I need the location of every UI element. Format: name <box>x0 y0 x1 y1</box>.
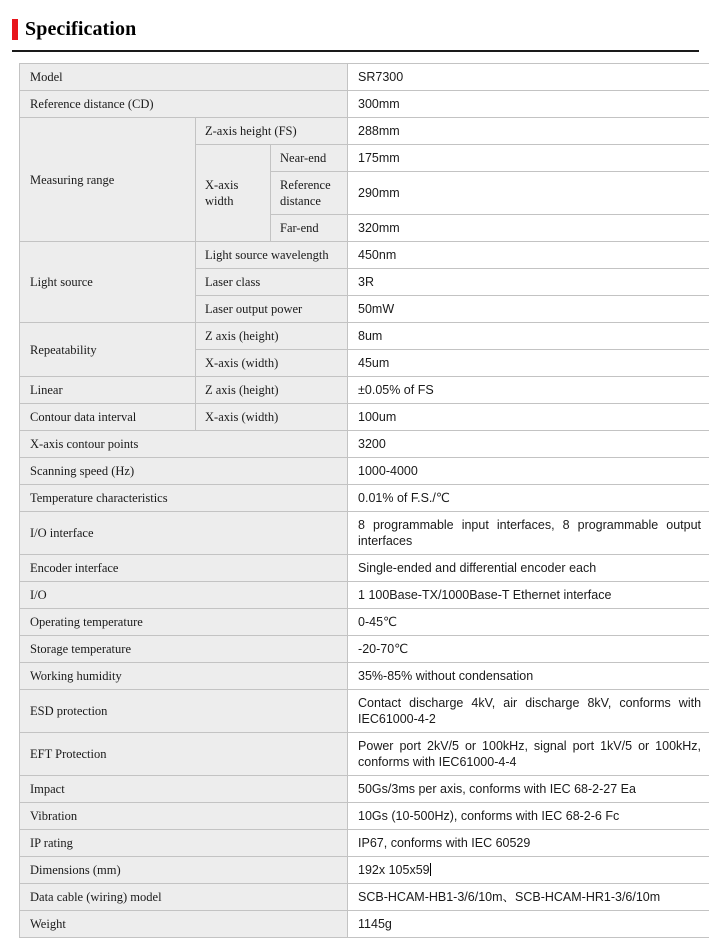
spec-value-impact: 50Gs/3ms per axis, conforms with IEC 68-2-27 Ea <box>348 776 709 803</box>
table-row <box>20 776 709 803</box>
page-title <box>12 0 700 46</box>
spec-label-laser-output-power: Laser output power <box>196 296 348 323</box>
spec-value-operating-temperature: 0-45℃ <box>348 609 709 636</box>
spec-label-model: Model <box>20 64 348 91</box>
specification-table <box>19 63 709 938</box>
spec-sublabel-contour-data-interval: X-axis (width) <box>196 404 348 431</box>
spec-label-dimensions: Dimensions (mm) <box>20 857 348 884</box>
spec-value-scanning-speed: 1000-4000 <box>348 458 709 485</box>
spec-label-z-axis-height-fs: Z-axis height (FS) <box>196 118 348 145</box>
spec-value-reference-distance: 300mm <box>348 91 709 118</box>
spec-label-measuring-range: Measuring range <box>20 118 196 242</box>
spec-value-repeatability-x: 45um <box>348 350 709 377</box>
table-row <box>20 64 709 91</box>
spec-label-impact: Impact <box>20 776 348 803</box>
table-row <box>20 663 709 690</box>
spec-value-near-end: 175mm <box>348 145 709 172</box>
spec-label-repeatability-z: Z axis (height) <box>196 323 348 350</box>
table-row <box>20 609 709 636</box>
table-row <box>20 830 709 857</box>
spec-value-encoder-interface: Single-ended and differential encoder each <box>348 555 709 582</box>
spec-value-esd-protection: Contact discharge 4kV, air discharge 8kV, conforms with IEC61000-4-2 <box>348 690 709 733</box>
table-row <box>20 857 709 884</box>
spec-label-data-cable-model: Data cable (wiring) model <box>20 884 348 911</box>
table-row <box>20 636 709 663</box>
text-cursor <box>430 863 431 876</box>
spec-value-vibration: 10Gs (10-500Hz), conforms with IEC 68-2-6 Fc <box>348 803 709 830</box>
spec-value-contour-data-interval: 100um <box>348 404 709 431</box>
spec-label-storage-temperature: Storage temperature <box>20 636 348 663</box>
table-row <box>20 555 709 582</box>
table-row <box>20 485 709 512</box>
spec-label-io: I/O <box>20 582 348 609</box>
spec-value-weight: 1145g <box>348 911 709 938</box>
spec-label-light-source-wavelength: Light source wavelength <box>196 242 348 269</box>
table-row <box>20 733 709 776</box>
table-row <box>20 911 709 938</box>
spec-value-storage-temperature: -20-70℃ <box>348 636 709 663</box>
spec-label-reference-distance: Reference distance (CD) <box>20 91 348 118</box>
spec-value-eft-protection: Power port 2kV/5 or 100kHz, signal port 1kV/5 or 100kHz, conforms with IEC61000-4-4 <box>348 733 709 776</box>
spec-label-esd-protection: ESD protection <box>20 690 348 733</box>
spec-value-light-source-wavelength: 450nm <box>348 242 709 269</box>
spec-value-working-humidity: 35%-85% without condensation <box>348 663 709 690</box>
spec-label-temperature-characteristics: Temperature characteristics <box>20 485 348 512</box>
spec-value-dimensions: 192x 105x59 <box>358 863 430 877</box>
spec-label-near-end: Near-end <box>271 145 348 172</box>
spec-value-ip-rating: IP67, conforms with IEC 60529 <box>348 830 709 857</box>
spec-label-io-interface: I/O interface <box>20 512 348 555</box>
spec-value-z-axis-height-fs: 288mm <box>348 118 709 145</box>
spec-label-repeatability-x: X-axis (width) <box>196 350 348 377</box>
table-row <box>20 803 709 830</box>
spec-label-scanning-speed: Scanning speed (Hz) <box>20 458 348 485</box>
spec-label-x-axis-width: X-axis width <box>196 145 271 242</box>
spec-label-eft-protection: EFT Protection <box>20 733 348 776</box>
table-row <box>20 323 709 350</box>
spec-label-reference-distance-sub: Reference distance <box>271 172 348 215</box>
table-row <box>20 118 709 145</box>
spec-value-model: SR7300 <box>348 64 709 91</box>
spec-value-far-end: 320mm <box>348 215 709 242</box>
spec-label-encoder-interface: Encoder interface <box>20 555 348 582</box>
table-row <box>20 512 709 555</box>
spec-value-x-axis-contour-points: 3200 <box>348 431 709 458</box>
table-row <box>20 690 709 733</box>
spec-sublabel-linear: Z axis (height) <box>196 377 348 404</box>
page-title-text: Specification <box>25 19 136 40</box>
spec-value-repeatability-z: 8um <box>348 323 709 350</box>
spec-label-linear: Linear <box>20 377 196 404</box>
spec-value-io-interface: 8 programmable input interfaces, 8 programmable output interfaces <box>348 512 709 555</box>
table-row <box>20 377 709 404</box>
spec-value-io: 1 100Base-TX/1000Base-T Ethernet interface <box>348 582 709 609</box>
spec-value-data-cable-model: SCB-HCAM-HB1-3/6/10m、SCB-HCAM-HR1-3/6/10m <box>348 884 709 911</box>
table-row <box>20 431 709 458</box>
table-row <box>20 884 709 911</box>
spec-value-laser-output-power: 50mW <box>348 296 709 323</box>
spec-label-weight: Weight <box>20 911 348 938</box>
table-row <box>20 404 709 431</box>
spec-label-repeatability: Repeatability <box>20 323 196 377</box>
table-row <box>20 458 709 485</box>
spec-label-ip-rating: IP rating <box>20 830 348 857</box>
table-row <box>20 242 709 269</box>
spec-label-contour-data-interval: Contour data interval <box>20 404 196 431</box>
spec-label-far-end: Far-end <box>271 215 348 242</box>
table-row <box>20 582 709 609</box>
spec-value-dimensions-cell[interactable] <box>348 857 709 884</box>
spec-label-x-axis-contour-points: X-axis contour points <box>20 431 348 458</box>
spec-label-laser-class: Laser class <box>196 269 348 296</box>
spec-label-vibration: Vibration <box>20 803 348 830</box>
spec-value-reference-distance-sub: 290mm <box>348 172 709 215</box>
spec-value-laser-class: 3R <box>348 269 709 296</box>
table-row <box>20 91 709 118</box>
spec-label-light-source: Light source <box>20 242 196 323</box>
spec-label-working-humidity: Working humidity <box>20 663 348 690</box>
spec-label-operating-temperature: Operating temperature <box>20 609 348 636</box>
title-accent-bar <box>12 19 18 40</box>
spec-value-temperature-characteristics: 0.01% of F.S./℃ <box>348 485 709 512</box>
title-divider <box>12 50 699 52</box>
spec-value-linear: ±0.05% of FS <box>348 377 709 404</box>
